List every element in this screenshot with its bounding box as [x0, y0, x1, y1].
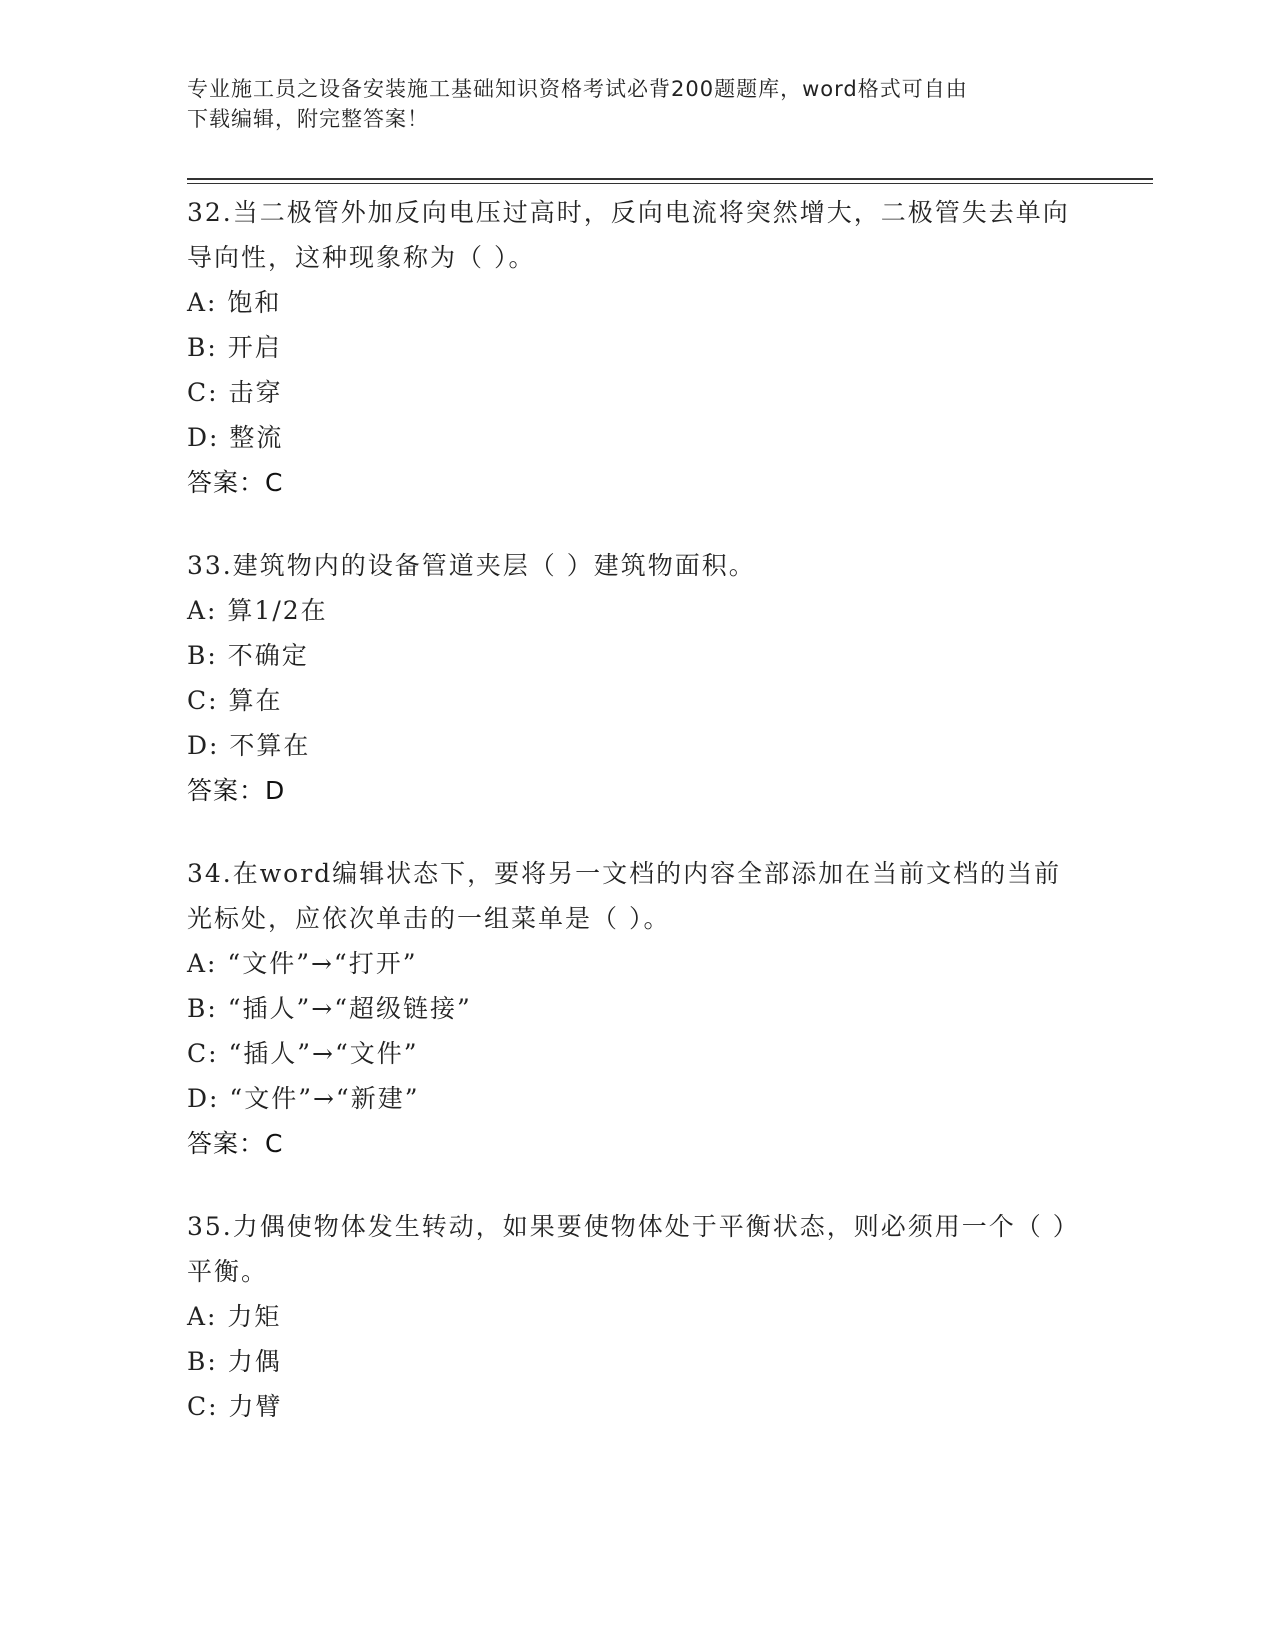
option-d: D: “文件”→“新建”	[187, 1084, 420, 1113]
question-list	[187, 190, 1087, 1467]
option-b: B: “插人”→“超级链接”	[187, 994, 472, 1023]
question-35	[187, 1204, 1087, 1429]
option-a: A: 饱和	[187, 288, 282, 317]
question-33	[187, 543, 1087, 813]
document-header	[187, 74, 1067, 134]
option-b: B: 开启	[187, 333, 282, 362]
answer-line: 答案：D	[187, 776, 286, 805]
option-c: C: 算在	[187, 686, 283, 715]
option-c: C: 力臂	[187, 1392, 283, 1421]
question-stem: 35.力偶使物体发生转动，如果要使物体处于平衡状态，则必须用一个（ ）平衡。	[187, 1212, 1080, 1286]
option-b: B: 力偶	[187, 1347, 282, 1376]
option-a: A: “文件”→“打开”	[187, 949, 418, 978]
header-divider-thick	[187, 178, 1153, 180]
header-divider-thin	[187, 183, 1153, 184]
header-line-2: 下载编辑，附完整答案！	[187, 107, 429, 131]
option-d: D: 不算在	[187, 731, 311, 760]
question-stem: 32.当二极管外加反向电压过高时，反向电流将突然增大，二极管失去单向导向性，这种现象称为（ ）。	[187, 198, 1070, 272]
question-32	[187, 190, 1087, 505]
option-a: A: 力矩	[187, 1302, 282, 1331]
question-34	[187, 851, 1087, 1166]
header-line-1: 专业施工员之设备安装施工基础知识资格考试必背200题题库，word格式可自由	[187, 77, 968, 101]
option-c: C: “插人”→“文件”	[187, 1039, 419, 1068]
question-stem: 34.在word编辑状态下，要将另一文档的内容全部添加在当前文档的当前光标处，应依次单击的一组菜单是（ ）。	[187, 859, 1062, 933]
option-c: C: 击穿	[187, 378, 283, 407]
option-a: A: 算1/2在	[187, 596, 328, 625]
question-stem: 33.建筑物内的设备管道夹层（ ）建筑物面积。	[187, 551, 756, 580]
answer-line: 答案：C	[187, 468, 284, 497]
answer-line: 答案：C	[187, 1129, 284, 1158]
option-d: D: 整流	[187, 423, 284, 452]
option-b: B: 不确定	[187, 641, 309, 670]
